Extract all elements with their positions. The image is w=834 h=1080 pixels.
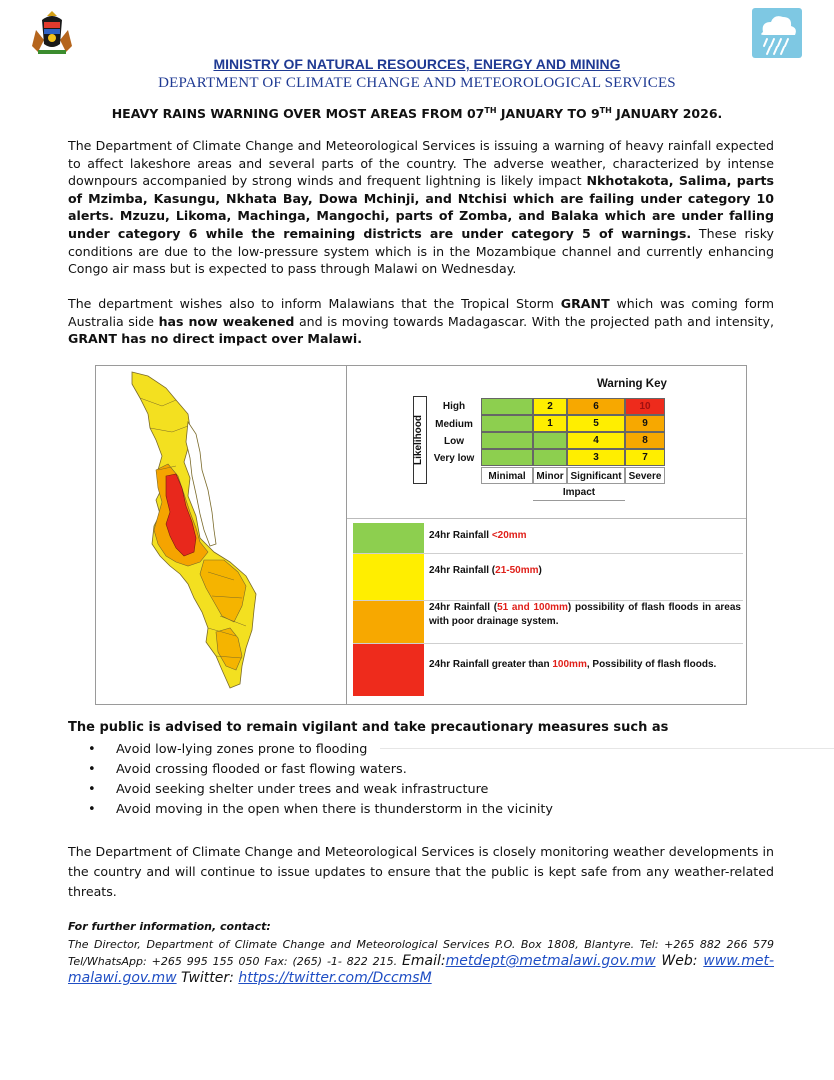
cell-verylow-severe: 7 [625,449,665,466]
legend-swatch-green [353,523,424,553]
advice-item: • Avoid crossing flooded or fast flowing waters. [88,760,553,780]
col-severe: Severe [625,467,665,484]
cell-high-significant: 6 [567,398,625,415]
advice-item: • Avoid seeking shelter under trees and weak infrastructure [88,780,553,800]
legend-row-red: 24hr Rainfall greater than 100mm, Possibility of flash floods. [353,644,743,696]
rainfall-legend [347,518,746,701]
map-graphic [96,366,346,704]
warning-matrix [413,396,673,506]
email-link[interactable]: metdept@metmalawi.gov.mw [445,953,656,969]
website-link[interactable]: www.met-malawi.gov.mw [68,953,774,986]
legend-swatch-yellow [353,554,424,600]
department-title: DEPARTMENT OF CLIMATE CHANGE AND METEOROLOGICAL SERVICES [158,75,676,91]
cell-low-minimal [481,432,533,449]
ministry-title: MINISTRY OF NATURAL RESOURCES, ENERGY AND MINING [213,56,621,72]
cell-medium-minor: 1 [533,415,567,432]
malawi-coat-of-arms-icon [30,10,74,56]
advice-title: The public is advised to remain vigilant and take precautionary measures such as [68,720,669,735]
cell-high-minimal [481,398,533,415]
cell-low-significant: 4 [567,432,625,449]
legend-row-yellow: 24hr Rainfall (21-50mm) [353,554,743,601]
cell-low-minor [533,432,567,449]
likelihood-label: Likelihood [413,415,424,465]
legend-swatch-red [353,644,424,696]
malawi-warning-map [96,366,347,704]
rain-cloud-icon [752,8,802,58]
impact-label: Impact [533,484,625,501]
advice-list [88,740,553,820]
contact-details: The Director, Department of Climate Change and Meteorological Services P.O. Box 1808, Blantyre. Tel: +265 882 266 579 Tel/WhatsApp: +265 995 155 050 Fax: (265) -1- 822 215. Email:metdept@metmalawi.gov.mw Web: www.met-malawi.gov.mw Twitter: https://twitter.com/DccmsM [68,938,774,986]
cell-high-minor: 2 [533,398,567,415]
legend-swatch-orange [353,601,424,643]
row-high: High [442,401,466,412]
cell-high-severe: 10 [625,398,665,415]
cell-verylow-minimal [481,449,533,466]
col-minimal: Minimal [481,467,533,484]
legend-row-orange: 24hr Rainfall (51 and 100mm) possibility of flash floods in areas with poor drainage system. [353,601,743,644]
warning-key-panel [347,366,746,704]
warning-headline: HEAVY RAINS WARNING OVER MOST AREAS FROM 07TH JANUARY TO 9TH JANUARY 2026. [111,106,723,122]
twitter-link[interactable]: https://twitter.com/DccmsM [238,970,432,986]
monitoring-paragraph: The Department of Climate Change and Meteorological Services is closely monitoring weather developments in the country and will continue to issue updates to ensure that the public is kept safe from any weather-related threats. [68,844,774,899]
row-very-low: Very low [433,453,475,464]
advice-item: • Avoid low-lying zones prone to flooding [88,740,553,760]
cell-medium-minimal [481,415,533,432]
legend-row-green: 24hr Rainfall <20mm [353,523,743,554]
contact-title: For further information, contact: [68,920,271,933]
storm-paragraph: The department wishes also to inform Malawians that the Tropical Storm GRANT which was coming form Australia side has now weakened and is moving towards Madagascar. With the projected path and intensity, GRANT has no direct impact over Malawi. [68,296,775,347]
cell-low-severe: 8 [625,432,665,449]
warning-figure [95,365,747,705]
col-significant: Significant [567,467,625,484]
row-low: Low [444,436,464,447]
warning-paragraph: The Department of Climate Change and Meteorological Services is issuing a warning of heavy rainfall expected to affect lakeshore areas and several parts of the country. The adverse weather, characterized by intense downpours accompanied by strong winds and frequent lightning is likely impact Nkhotakota, Salima, parts of Mzimba, Kasungu, Nkhata Bay, Dowa Mchinji, and Ntchisi which are failing under category 10 alerts. Mzuzu, Likoma, Machinga, Mangochi, parts of Zomba, and Balaka which are under falling under category 6 while the remaining districts are under category 5 of warnings. These risky conditions are due to the low-pressure system which is in the Mozambique channel and currently enhancing Congo air mass but is expected to pass through Malawi on Wednesday. [68,138,774,277]
warning-key-title: Warning Key [597,378,667,390]
col-minor: Minor [533,467,567,484]
cell-verylow-significant: 3 [567,449,625,466]
cell-medium-severe: 9 [625,415,665,432]
advice-item: • Avoid moving in the open when there is thunderstorm in the vicinity [88,800,553,820]
cell-medium-significant: 5 [567,415,625,432]
cell-verylow-minor [533,449,567,466]
row-medium: Medium [435,419,473,430]
